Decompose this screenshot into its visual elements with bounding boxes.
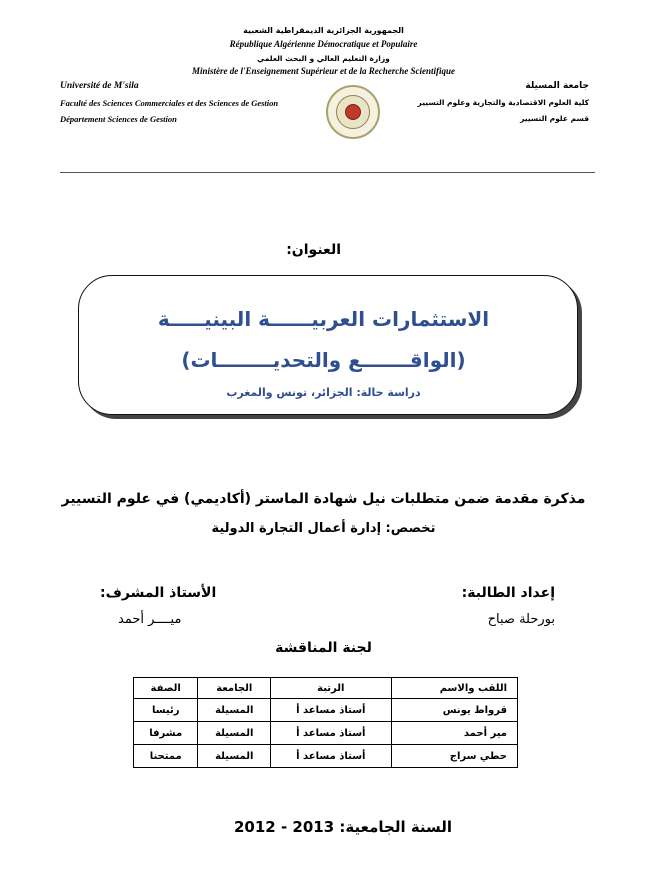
seal-emblem-icon (345, 104, 361, 120)
main-title: الاستثمارات العربيــــــة البينيـــــة (157, 307, 490, 331)
university-seal-logo (326, 85, 380, 139)
jury-cell: ممتحنا (134, 745, 198, 768)
jury-cell: رئيسا (134, 699, 198, 722)
header-fr-ministry: Ministère de l'Enseignement Supérieur et de la Recherche Scientifique (192, 66, 455, 76)
jury-table (133, 677, 518, 768)
jury-header-cell: اللقب والاسم (391, 678, 517, 699)
header-divider (60, 172, 595, 173)
academic-year (234, 818, 452, 836)
header-ar-faculty: كلية العلوم الاقتصادية والتجارية وعلوم التسيير (417, 98, 589, 107)
jury-cell: مير أحمد (391, 722, 517, 745)
jury-title: لجنة المناقشة (275, 640, 372, 656)
jury-header-cell: الرتبة (271, 678, 391, 699)
jury-cell: مشرفا (134, 722, 198, 745)
jury-cell: المسيلة (198, 699, 271, 722)
header-fr-faculty: Faculté des Sciences Commerciales et des Sciences de Gestion (60, 98, 279, 108)
table-row (134, 722, 518, 745)
sub-title: (الواقـــــــع والتحديــــــــات) (181, 348, 466, 372)
supervisor-name: ميــــر أحمد (118, 612, 182, 627)
memo-line-1: مذكرة مقدمة ضمن متطلبات نيل شهادة الماستر (أكاديمي) في علوم التسيير (61, 491, 586, 507)
jury-cell: أستاذ مساعد أ (271, 699, 391, 722)
seal-inner-ring (336, 95, 370, 129)
header-fr-university: Université de M'sila (60, 81, 139, 91)
jury-cell: المسيلة (198, 745, 271, 768)
jury-header-cell: الصفة (134, 678, 198, 699)
header-ar-republic: الجمهورية الجزائرية الديمقراطية الشعبية (243, 26, 404, 35)
jury-cell: حطي سراج (391, 745, 517, 768)
memo-line-2: تخصص: إدارة أعمال التجارة الدولية (211, 521, 436, 536)
table-row (134, 745, 518, 768)
jury-cell: المسيلة (198, 722, 271, 745)
header-fr-department: Département Sciences de Gestion (60, 114, 177, 124)
supervisor-label: الأستاذ المشرف: (100, 585, 217, 601)
case-study: دراسة حالة: الجزائر، تونس والمغرب (226, 386, 421, 399)
header-fr-republic: République Algérienne Démocratique et Populaire (229, 39, 418, 49)
academic-year-value: 2012 - 2013 (234, 818, 335, 836)
jury-cell: قرواط يونس (391, 699, 517, 722)
header-ar-university: جامعة المسيلة (525, 81, 589, 91)
header-ar-ministry: وزارة التعليم العالي و البحث العلمي (257, 54, 390, 63)
student-name: بورحلة صباح (487, 612, 555, 627)
student-label: إعداد الطالبة: (461, 585, 555, 601)
header-ar-department: قسم علوم التسيير (520, 114, 589, 123)
jury-cell: أستاذ مساعد أ (271, 745, 391, 768)
academic-year-label: السنة الجامعية: (339, 818, 453, 836)
jury-cell: أستاذ مساعد أ (271, 722, 391, 745)
jury-header-row (134, 678, 518, 699)
table-row (134, 699, 518, 722)
jury-header-cell: الجامعة (198, 678, 271, 699)
title-label: العنوان: (286, 242, 341, 258)
